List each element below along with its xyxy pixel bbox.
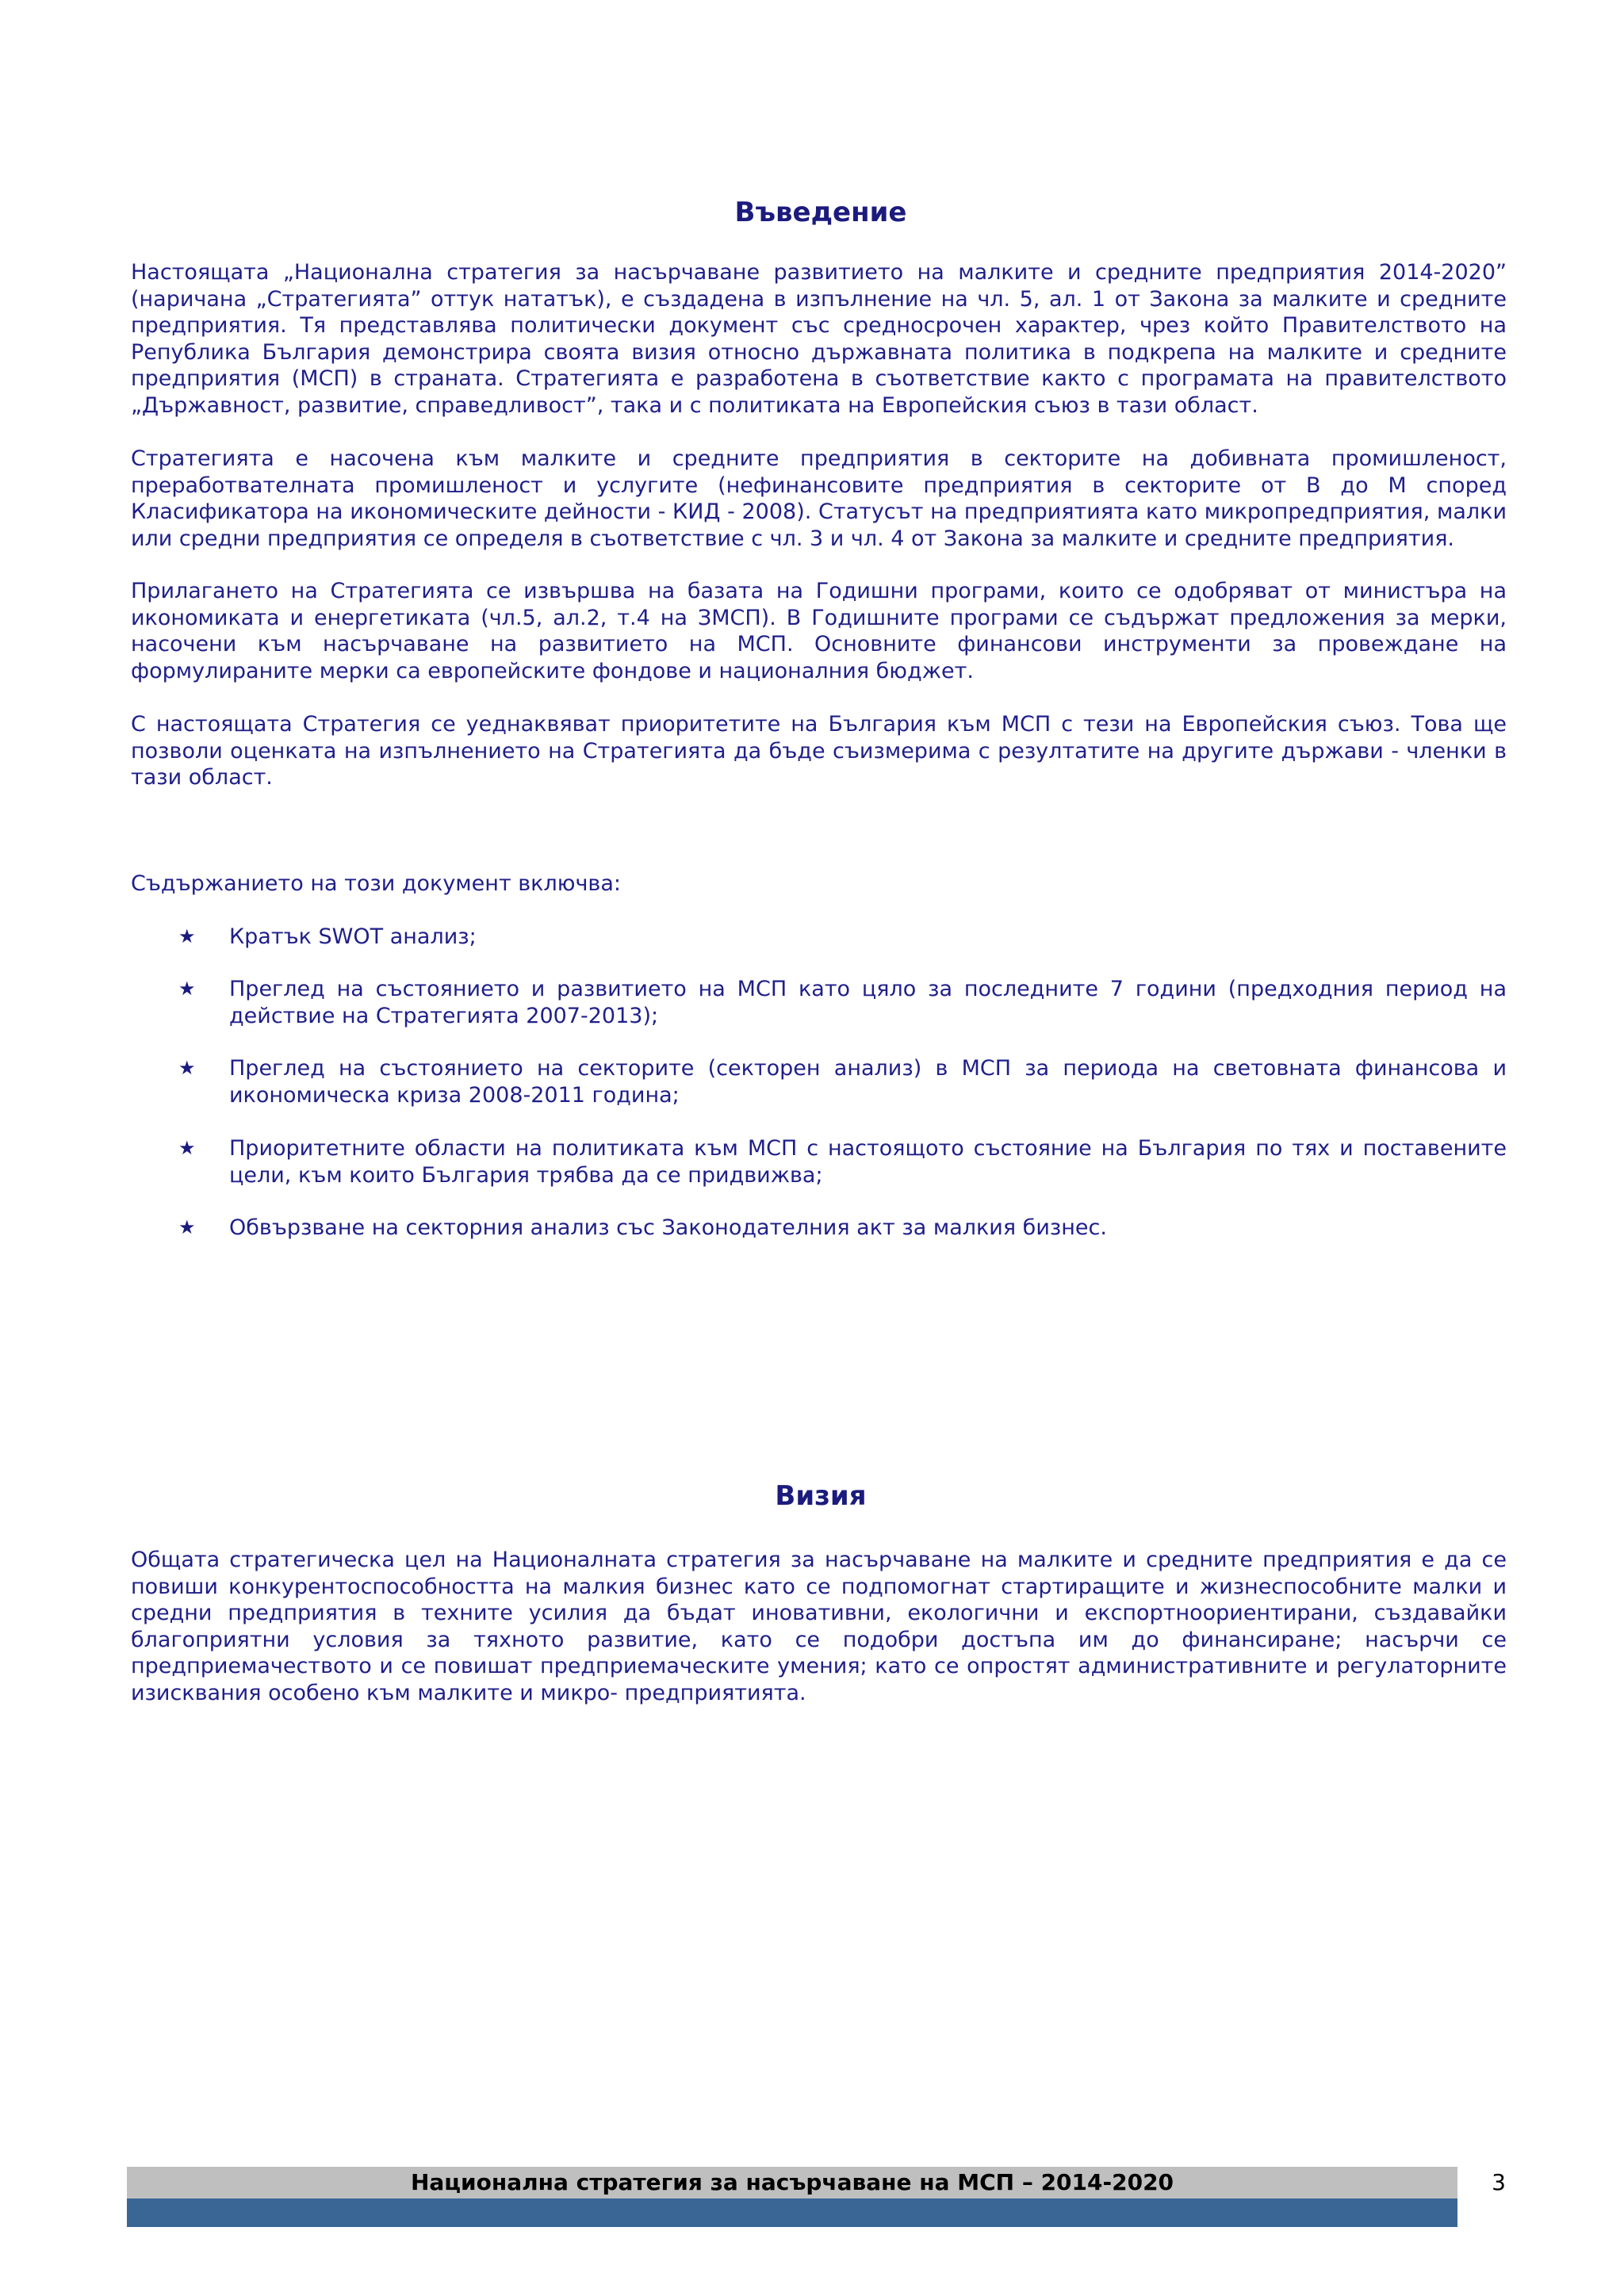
list-item-text: Приоритетните области на политиката към МСП с настоящото състояние на България по тях и поставените цели, към които България трябва да се придвижва; (229, 1136, 1507, 1188)
intro-paragraph-2: Стратегията е насочена към малките и средните предприятия в секторите на добивната промишленост, преработвателната промишленост и услугите (нефинансовите предприятия в секторите от В до М според Класификатора на икономическите дейности - КИД - 2008). Статусът на предприятията като микропредприятия, малки или средни предприятия се определя в съответствие с чл. 3 и чл. 4 от Закона за малките и средните предприятия. (131, 446, 1507, 551)
vision-paragraph: Общата стратегическа цел на Националната стратегия за насърчаване на малките и средните предприятия е да се повиши конкурентоспособността на малкия бизнес като се подпомогнат стартиращите и жизнеспособните малки и средни предприятия в техните усилия да бъдат иновативни, екологични и експортноориентирани, създавайки благоприятни условия за тяхното развитие, като се подобри достъпа им до финансиране; насърчи се предприемачеството и се повишат предприемаческите умения; като се опростят административните и регулаторните изисквания особено към малките и микро- предприятията. (131, 1548, 1507, 1705)
page-number: 3 (1492, 2169, 1506, 2195)
section-heading-introduction: Въведение (734, 197, 907, 228)
section-heading-vision: Визия (775, 1480, 867, 1512)
star-bullet-icon: ★ (178, 978, 196, 1000)
intro-paragraph-4: С настоящата Стратегия се уеднаквяват приоритетите на България към МСП с тези на Европейския съюз. Това ще позволи оценката на изпълнението на Стратегията да бъде съизмерима с резултатите на другите държави - членки в тази област. (131, 712, 1507, 790)
list-item-text: Кратък SWOT анализ; (229, 924, 477, 949)
intro-paragraph-1: Настоящата „Национална стратегия за насърчаване развитието на малките и средните предприятия 2014-2020” (наричана „Стратегията” оттук нататък), е създадена в изпълнение на чл. 5, ал. 1 от Закона за малките и средните предприятия. Тя представлява политически документ със средносрочен характер, чрез който Правителството на Република България демонстрира своята визия относно държавната политика в подкрепа на малките и средните предприятия (МСП) в страната. Стратегията е разработена в съответствие както с програмата на правителството „Държавност, развитие, справедливост”, така и с политиката на Европейския съюз в тази област. (131, 260, 1507, 418)
footer-title: Национална стратегия за насърчаване на МСП – 2014-2020 (410, 2169, 1174, 2195)
intro-paragraph-3: Прилагането на Стратегията се извършва на базата на Годишни програми, които се одобряват от министъра на икономиката и енергетиката (чл.5, ал.2, т.4 на ЗМСП). В Годишните програми се съдържат предложения за мерки, насочени към насърчаване на развитието на МСП. Основните финансови инструменти за провеждане на формулираните мерки са европейските фондове и националния бюджет. (131, 579, 1507, 683)
star-bullet-icon: ★ (178, 1137, 196, 1159)
star-bullet-icon: ★ (178, 1057, 196, 1079)
star-bullet-icon: ★ (178, 1216, 196, 1238)
star-bullet-icon: ★ (178, 925, 196, 947)
contents-intro-line: Съдържанието на този документ включва: (131, 871, 621, 896)
list-item-text: Преглед на състоянието и развитието на МСП като цяло за последните 7 години (предходния период на действие на Стратегията 2007-2013); (229, 977, 1507, 1028)
list-item-text: Преглед на състоянието на секторите (секторен анализ) в МСП за периода на световната финансова и икономическа криза 2008-2011 година; (229, 1056, 1507, 1108)
list-item-text: Обвързване на секторния анализ със Законодателния акт за малкия бизнес. (229, 1215, 1107, 1240)
footer-bar (127, 2198, 1457, 2227)
